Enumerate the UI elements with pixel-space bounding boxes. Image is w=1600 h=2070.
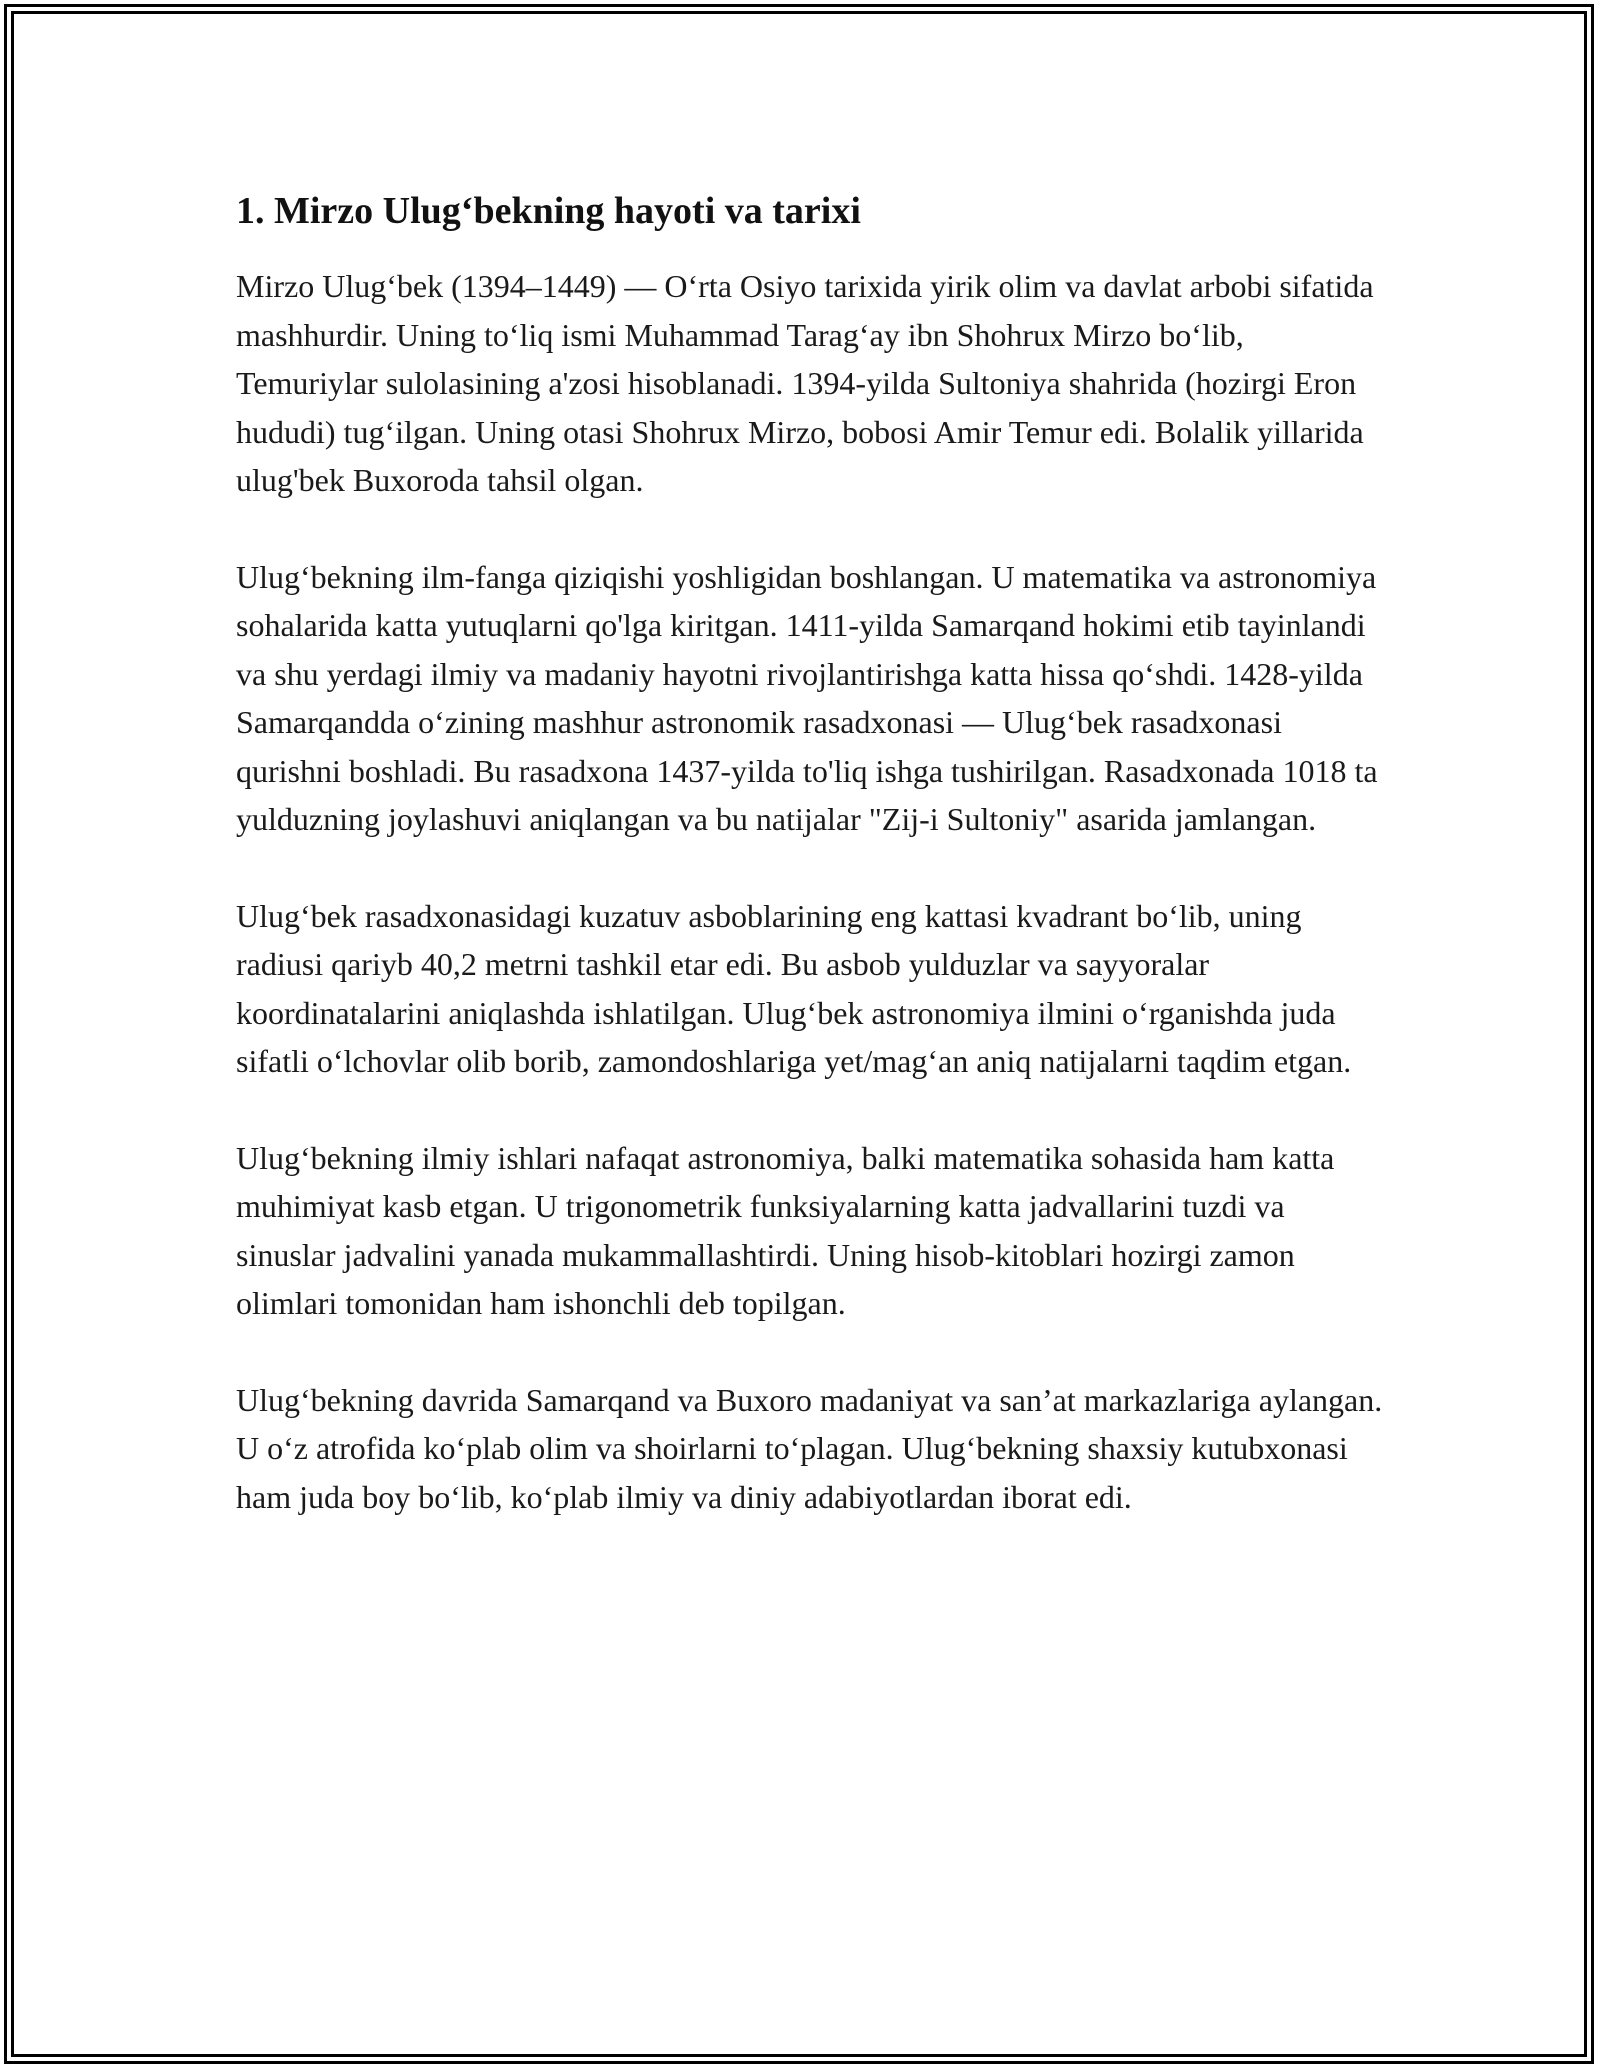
document-body	[236, 186, 1386, 1521]
section-heading: 1. Mirzo Ulug‘bekning hayoti va tarixi	[236, 190, 861, 232]
paragraph-mathematics: Ulug‘bekning ilmiy ishlari nafaqat astronomiya, balki matematika sohasida ham katta muhimiyat kasb etgan. U trigonometrik funksiyalarning katta jadvallarini tuzdi va sinuslar jadvalini yanada mukammallashtirdi. Uning hisob-kitoblari hozirgi zamon olimlari tomonidan ham ishonchli deb topilgan.	[236, 1139, 1335, 1321]
paragraph-biography: Mirzo Ulug‘bek (1394–1449) — O‘rta Osiyo tarixida yirik olim va davlat arbobi sifatida mashhurdir. Uning to‘liq ismi Muhammad Tarag‘ay ibn Shohrux Mirzo bo‘lib, Temuriylar sulolasining a'zosi hisoblanadi. 1394-yilda Sultoniya shahrida (hozirgi Eron hududi) tug‘ilgan. Uning otasi Shohrux Mirzo, bobosi Amir Temur edi. Bolalik yillarida ulug'bek Buxoroda tahsil olgan.	[236, 268, 1374, 498]
paragraph-quadrant: Ulug‘bek rasadxonasidagi kuzatuv asboblarining eng kattasi kvadrant bo‘lib, uning radiusi qariyb 40,2 metrni tashkil etar edi. Bu asbob yulduzlar va sayyoralar koordinatalarini aniqlashda ishlatilgan. Ulug‘bek astronomiya ilmini o‘rganishda juda sifatli o‘lchovlar olib borib, zamondoshlariga yet/mag‘an aniq natijalarni taqdim etgan.	[236, 897, 1352, 1079]
paragraph-science-observatory: Ulug‘bekning ilm-fanga qiziqishi yoshligidan boshlangan. U matematika va astronomiya sohalarida katta yutuqlarni qo'lga kiritgan. 1411-yilda Samarqand hokimi etib tayinlandi va shu yerdagi ilmiy va madaniy hayotni rivojlantirishga katta hissa qo‘shdi. 1428-yilda Samarqandda o‘zining mashhur astronomik rasadxonasi — Ulug‘bek rasadxonasi qurishni boshladi. Bu rasadxona 1437-yilda to'liq ishga tushirilgan. Rasadxonada 1018 ta yulduzning joylashuvi aniqlangan va bu natijalar "Zij-i Sultoniy" asarida jamlangan.	[236, 558, 1378, 837]
paragraph-culture: Ulug‘bekning davrida Samarqand va Buxoro madaniyat va san’at markazlariga aylangan. U o‘z atrofida ko‘plab olim va shoirlarni to‘plagan. Ulug‘bekning shaxsiy kutubxonasi ham juda boy bo‘lib, ko‘plab ilmiy va diniy adabiyotlardan iborat edi.	[236, 1381, 1383, 1515]
